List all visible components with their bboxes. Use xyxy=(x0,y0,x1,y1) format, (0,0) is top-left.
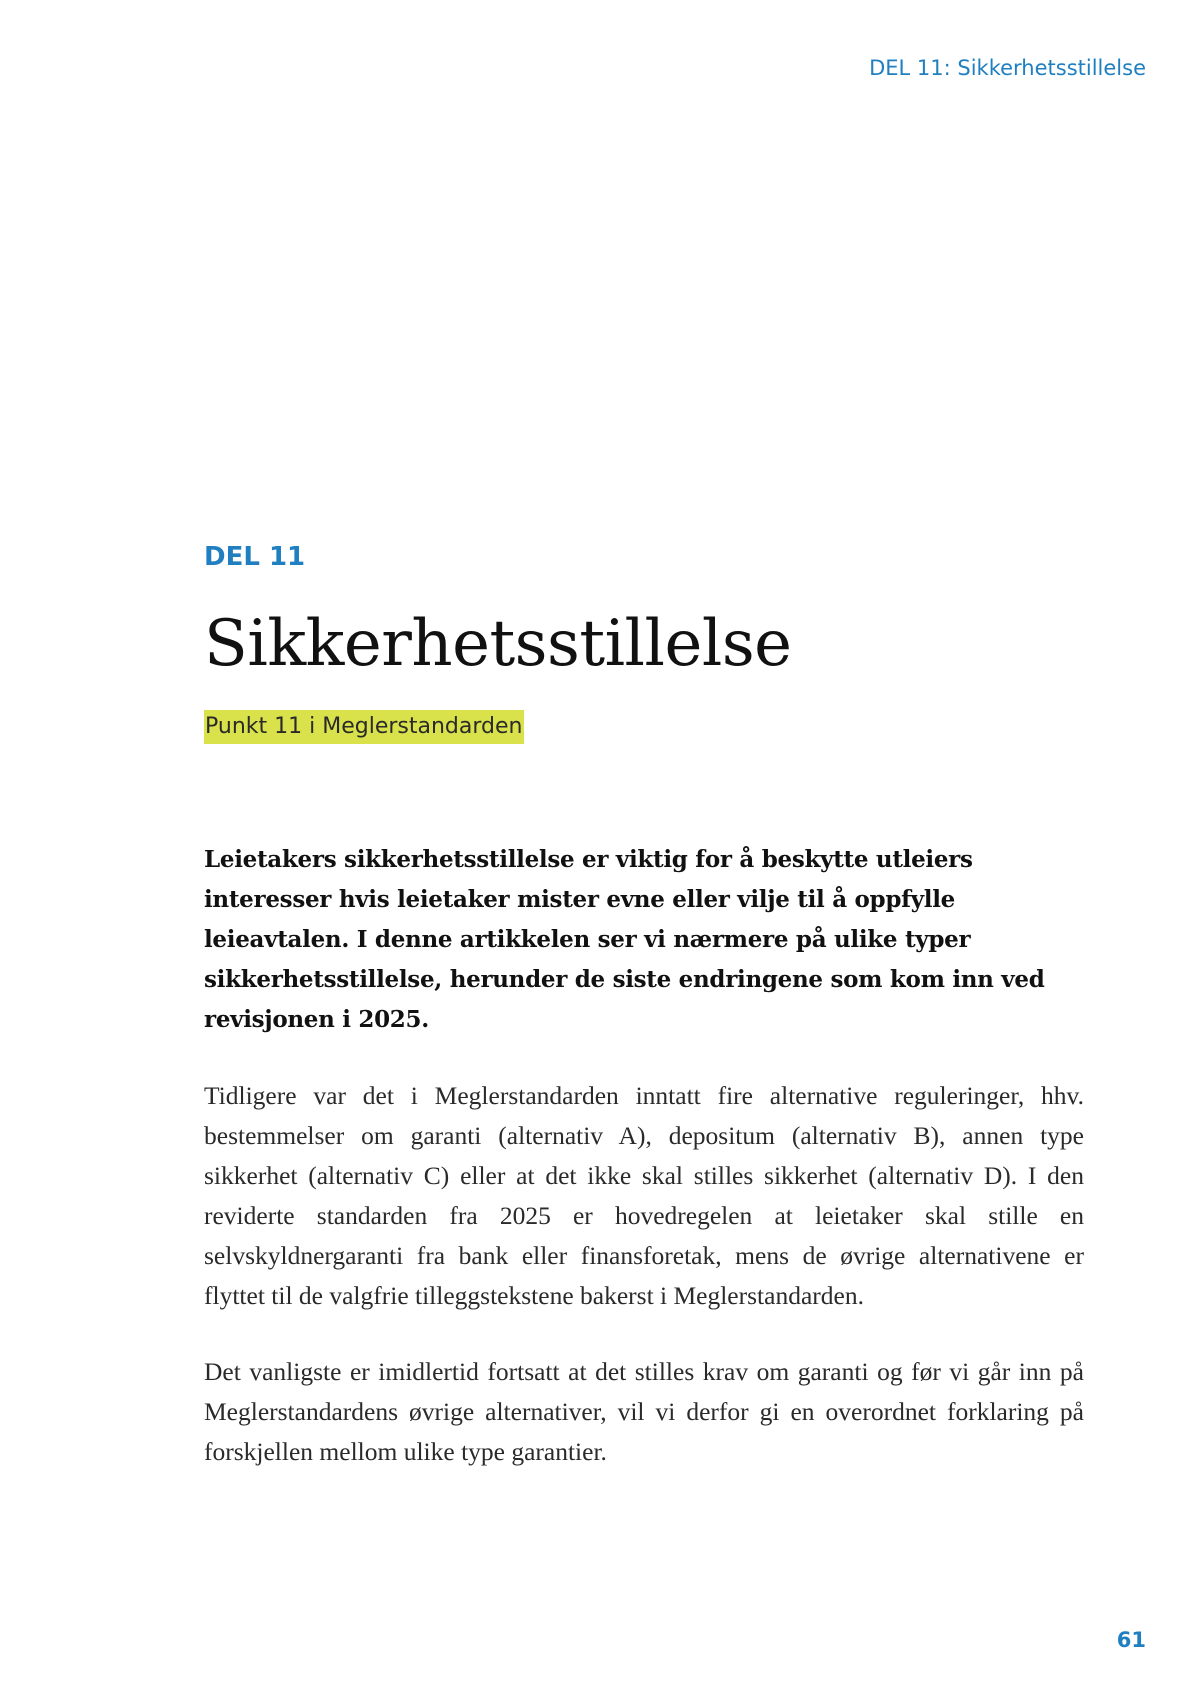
body-paragraph: Tidligere var det i Meglerstandarden inntatt fire alternative reguleringer, hhv. bestemmelser om garanti (alternativ A), depositum (alternativ B), annen type sikkerhet (alternativ C) eller at det ikke skal stilles sikkerhet (alternativ D). I den reviderte standarden fra 2025 er hovedregelen at leietaker skal stille en selvskyldnergaranti fra bank eller finansforetak, mens de øvrige alternativene er flyttet til de valgfrie tilleggstekstene bakerst i Meglerstandarden. xyxy=(204,1081,1084,1310)
subtitle-highlight: Punkt 11 i Meglerstandarden xyxy=(204,710,524,744)
section-label: DEL 11 xyxy=(204,542,306,572)
article-content xyxy=(204,540,1084,1472)
page-title: Sikkerhetsstillelse xyxy=(204,607,792,681)
lead-paragraph: Leietakers sikkerhetsstillelse er viktig for å beskytte utleiers interesser hvis leietaker mister evne eller vilje til å oppfylle leieavtalen. I denne artikkelen ser vi nærmere på ulike typer sikkerhetsstillelse, herunder de siste endringene som kom inn ved revisjonen i 2025. xyxy=(204,846,1045,1033)
subtitle-container xyxy=(204,708,1084,748)
page-number: 61 xyxy=(1116,1628,1146,1652)
body-paragraph: Det vanligste er imidlertid fortsatt at det stilles krav om garanti og før vi går inn på Meglerstandardens øvrige alternativer, vil vi derfor gi en overordnet forklaring på forskjellen mellom ulike type garantier. xyxy=(204,1357,1084,1466)
running-header: DEL 11: Sikkerhetsstillelse xyxy=(869,56,1146,80)
